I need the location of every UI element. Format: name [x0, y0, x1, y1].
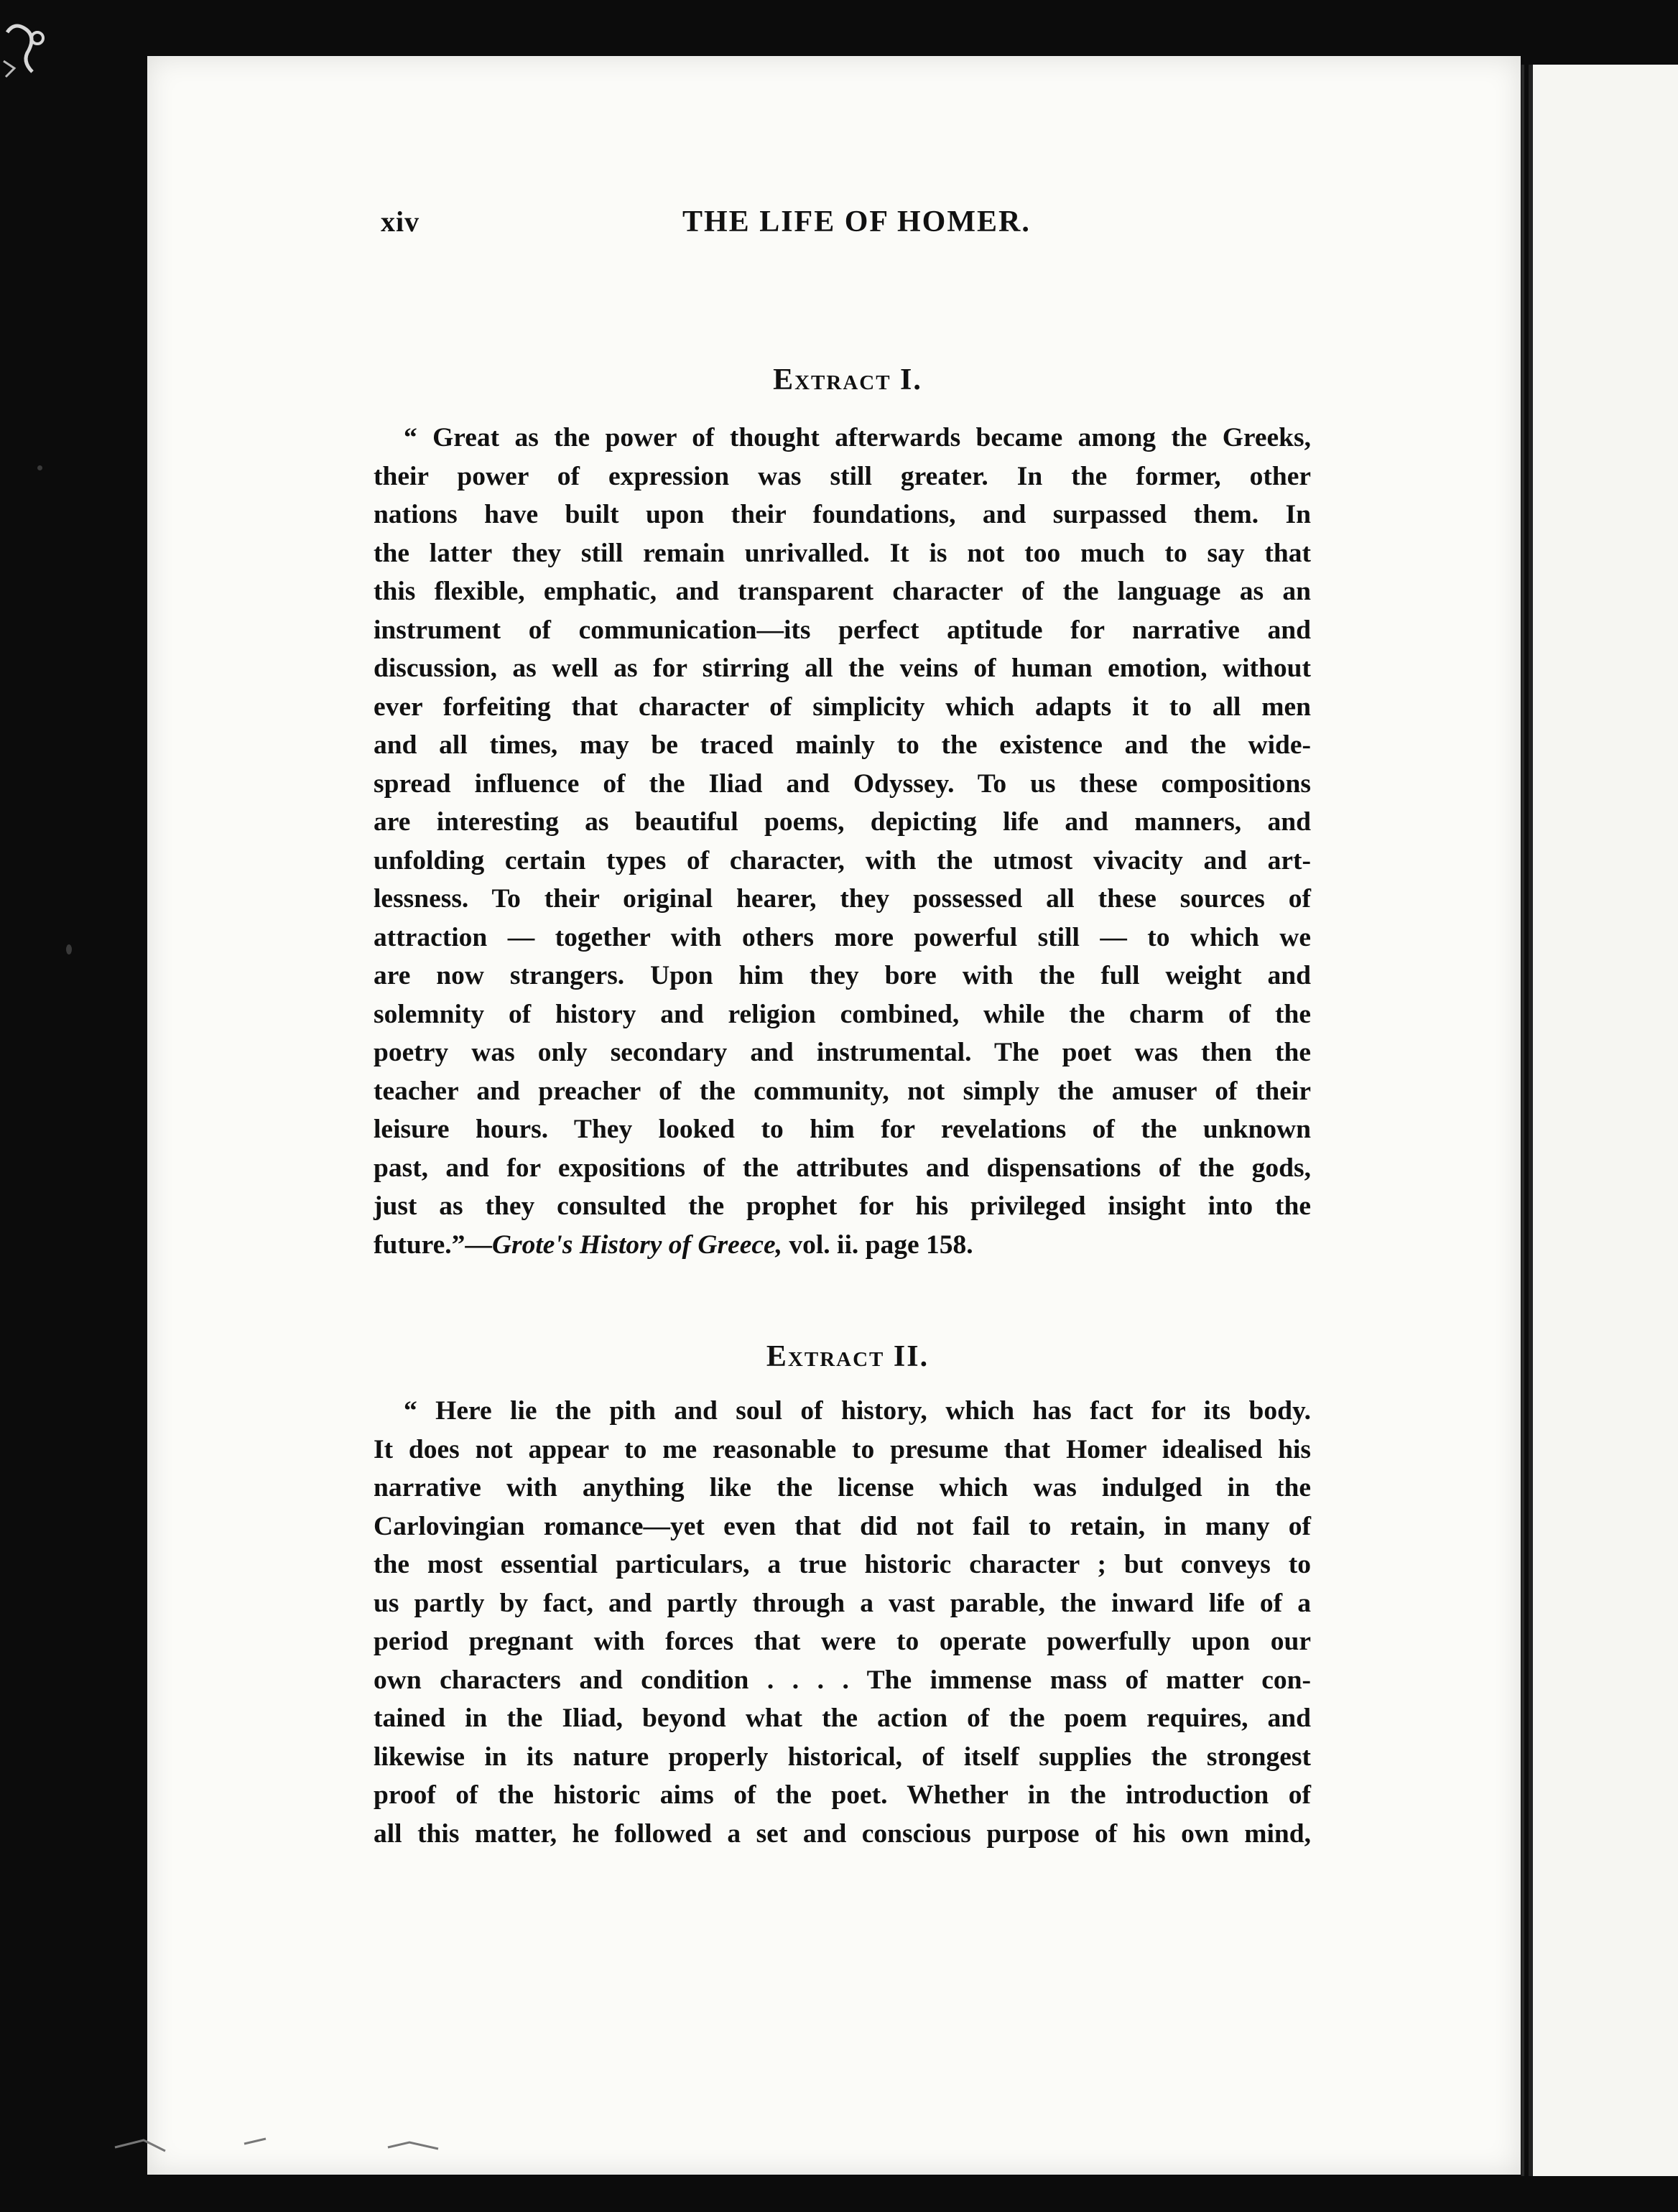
scan-speck — [66, 944, 72, 954]
text-line: all this matter, he followed a set and conscious purpose of his own mind, — [374, 1818, 1311, 1849]
page-number: xiv — [381, 205, 420, 238]
scan-artifact-icon — [0, 18, 54, 83]
text-line: the most essential particulars, a true historic character ; but conveys to — [374, 1550, 1311, 1579]
extract-paragraph — [374, 1392, 1311, 1853]
extract-heading: Extract II. — [766, 1340, 930, 1373]
text-line: instrument of communication—its perfect aptitude for narrative and — [374, 615, 1311, 645]
text-line: “ Great as the power of thought afterwards became among the Greeks, — [404, 423, 1311, 452]
text-line: unfolding certain types of character, with the utmost vivacity and art- — [374, 845, 1311, 875]
citation-line — [374, 1226, 1311, 1265]
page-header — [381, 205, 1315, 248]
text-line: teacher and preacher of the community, not simply the amuser of their — [374, 1076, 1311, 1106]
text-line: and all times, may be traced mainly to the existence and the wide- — [374, 730, 1311, 760]
text-line: nations have built upon their foundations, and surpassed them. In — [374, 500, 1311, 529]
page-gutter — [1521, 65, 1524, 2176]
text-line: are interesting as beautiful poems, depicting life and manners, and — [374, 807, 1311, 837]
text-line: the latter they still remain unrivalled. It is not too much to say that — [374, 538, 1311, 568]
extract-paragraph — [374, 419, 1311, 1264]
text-line: leisure hours. They looked to him for revelations of the unknown — [374, 1115, 1311, 1144]
text-line: ever forfeiting that character of simplicity which adapts it to all men — [374, 692, 1311, 722]
citation-title: Grote's History of Greece, — [491, 1230, 783, 1260]
text-line: proof of the historic aims of the poet. Whether in the introduction of — [374, 1780, 1311, 1810]
text-line: poetry was only secondary and instrumental. The poet was then the — [374, 1038, 1311, 1067]
text-line: likewise in its nature properly historical, of itself supplies the strongest — [374, 1742, 1311, 1772]
text-line: lessness. To their original hearer, they possessed all these sources of — [374, 884, 1311, 914]
facing-page-edge — [1529, 65, 1678, 2176]
text-line: their power of expression was still greater. In the former, other — [374, 461, 1311, 491]
text-line: attraction — together with others more powerful still — to which we — [374, 922, 1311, 952]
text-line: period pregnant with forces that were to operate powerfully upon our — [374, 1627, 1311, 1656]
text-line: own characters and condition . . . . The immense mass of matter con- — [374, 1665, 1311, 1695]
citation-reference: vol. ii. page 158. — [782, 1230, 973, 1260]
text-line: spread influence of the Iliad and Odyssey. To us these compositions — [374, 768, 1311, 799]
text-line: tained in the Iliad, beyond what the action of the poem requires, and — [374, 1704, 1311, 1733]
text-line: us partly by fact, and partly through a vast parable, the inward life of a — [374, 1588, 1311, 1618]
extract-heading: Extract I. — [773, 363, 922, 396]
text-line: Carlovingian romance—yet even that did not fail to retain, in many of — [374, 1511, 1311, 1541]
text-line: this flexible, emphatic, and transparent character of the language as an — [374, 577, 1311, 606]
running-title: THE LIFE OF HOMER. — [682, 205, 1031, 238]
text-line: just as they consulted the prophet for his privileged insight into the — [374, 1191, 1311, 1221]
scan-speck — [37, 465, 42, 470]
text-line: past, and for expositions of the attributes and dispensations of the gods, — [374, 1153, 1311, 1183]
text-line: are now strangers. Upon him they bore with the full weight and — [374, 961, 1311, 990]
text-line: solemnity of history and religion combined, while the charm of the — [374, 999, 1311, 1029]
scan-artifact-icon — [101, 2119, 532, 2162]
text-line: discussion, as well as for stirring all the veins of human emotion, without — [374, 654, 1311, 683]
citation-prefix: future.”— — [374, 1230, 492, 1260]
text-line: “ Here lie the pith and soul of history, which has fact for its body. — [404, 1396, 1311, 1426]
text-line: narrative with anything like the license which was indulged in the — [374, 1473, 1311, 1502]
text-line: It does not appear to me reasonable to presume that Homer idealised his — [374, 1434, 1311, 1464]
